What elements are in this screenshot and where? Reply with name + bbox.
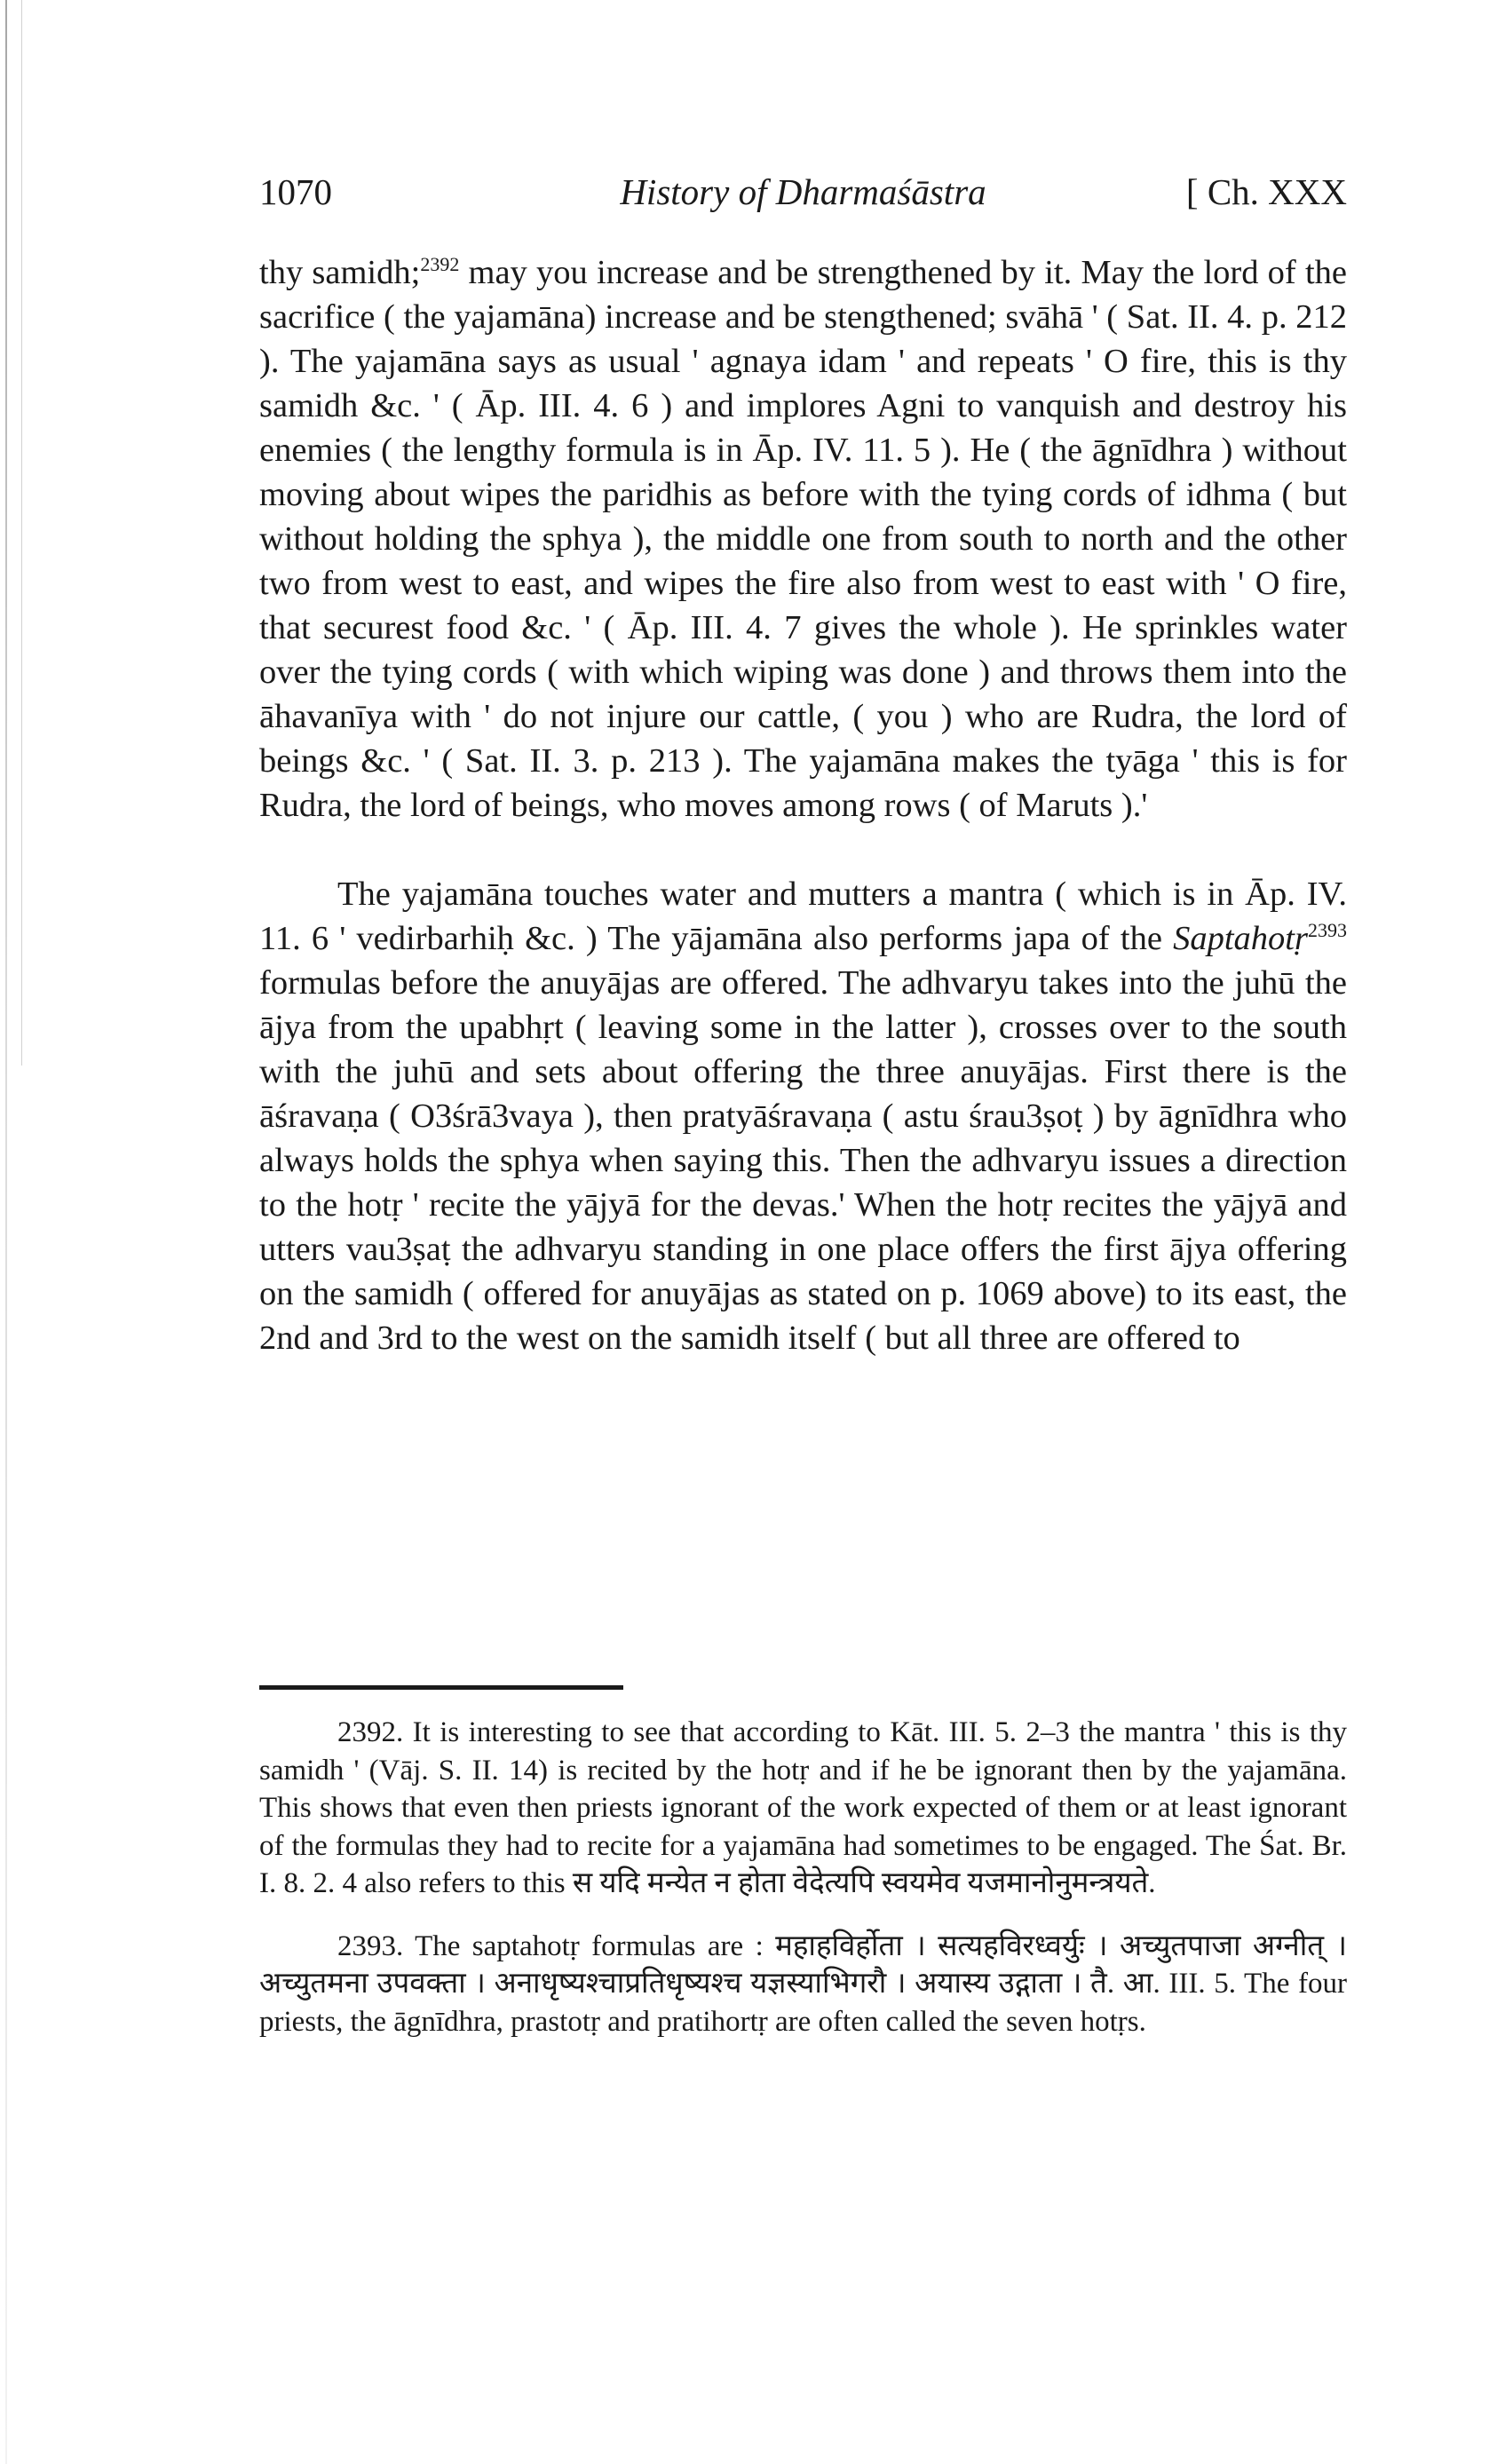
main-text <box>259 250 1347 1360</box>
paragraph <box>259 872 1347 1360</box>
paragraph <box>259 250 1347 828</box>
footnote-2392: 2392. It is interesting to see that according to Kāt. III. 5. 2–3 the mantra ' this is thy samidh ' (Vāj. S. II. 14) is recited by the hotṛ and if he be ignorant then by the yajamāna. This shows that even then priests ignorant of the work expected of them or at least ignorant of the formulas they had to recite for a yajamāna had sometimes to be engaged. The Śat. Br. I. 8. 2. 4 also refers to this स यदि मन्येत न होता वेदेत्यपि स्वयमेव यजमानोनुमन्त्रयते. <box>259 1716 1347 1899</box>
scan-edge-line <box>21 0 22 1066</box>
footnote-2393: 2393. The saptahotṛ formulas are : महाहविर्होता । सत्यहविरध्वर्युः । अच्युतपाजा अग्नीत् । अच्युतमना उपवक्ता । अनाधृष्यश्चाप्रतिधृष्यश्च यज्ञस्याभिगरौ । अयास्य उद्गाता । तै. आ. III. 5. The four priests, the āgnīdhra, prastotṛ and pratihortṛ are often called the seven hotṛs. <box>259 1929 1347 2038</box>
chapter-label: [ Ch. XXX <box>1185 171 1347 212</box>
text-run: formulas before the anuyājas are offered. The adhvaryu takes into the juhū the ājya from the upabhṛt ( leaving some in the latter ), crosses over to the south with the juhū and sets about offering the three anuyājas. First there is the āśravaṇa ( O3śrā3vaya ), then pratyāśravaṇa ( astu śrau3ṣoṭ ) by āgnīdhra who always holds the sphya when saying this. Then the adhvaryu issues a direction to the hotṛ ' recite the yājyā for the devas.' When the hotṛ recites the yājyā and utters vau3ṣaṭ the adhvaryu standing in one place offers the first ājya offering on the samidh ( offered for anuyājas as stated on p. 1069 above) to its east, the 2nd and 3rd to the west on the samidh itself ( but all three are offered to <box>259 964 1347 1357</box>
text-run: The yajamāna touches water and mutters a mantra ( which is in Āp. IV. 11. 6 ' vedirbarhiḥ &c. ) The yājamāna also performs japa of the <box>259 875 1347 957</box>
footnote-reference: 2393 <box>1308 919 1347 942</box>
italic-term: Saptahotṛ <box>1173 920 1308 957</box>
footnote-reference: 2392 <box>420 253 460 276</box>
text-run: may you increase and be strengthened by it. May the lord of the sacrifice ( the yajamāna) increase and be stengthened; svāhā ' ( Sat. II. 4. p. 212 ). The yajamāna says as usual ' agnaya idam ' and repeats ' O fire, this is thy samidh &c. ' ( Āp. III. 4. 6 ) and implores Agni to vanquish and destroy his enemies ( the lengthy formula is in Āp. IV. 11. 5 ). He ( the āgnīdhra ) without moving about wipes the paridhis as before with the tying cords of idhma ( but without holding the sphya ), the middle one from south to north and the other two from west to east, and wipes the fire also from west to east with ' O fire, that securest food &c. ' ( Āp. III. 4. 7 gives the whole ). He sprinkles water over the tying cords ( with which wiping was done ) and throws them into the āhavanīya with ' do not injure our cattle, ( you ) who are Rudra, the lord of beings &c. ' ( Sat. II. 3. p. 213 ). The yajamāna makes the tyāga ' this is for Rudra, the lord of beings, who moves among rows ( of Maruts ).' <box>259 254 1347 824</box>
text-run: thy samidh; <box>259 254 421 291</box>
scan-edge-line <box>5 0 7 2464</box>
page-header <box>259 170 1347 224</box>
footnote-divider <box>259 1685 623 1690</box>
page-number: 1070 <box>259 171 332 212</box>
footnotes <box>259 1714 1347 2040</box>
running-title: History of Dharmaśāstra <box>620 171 986 212</box>
